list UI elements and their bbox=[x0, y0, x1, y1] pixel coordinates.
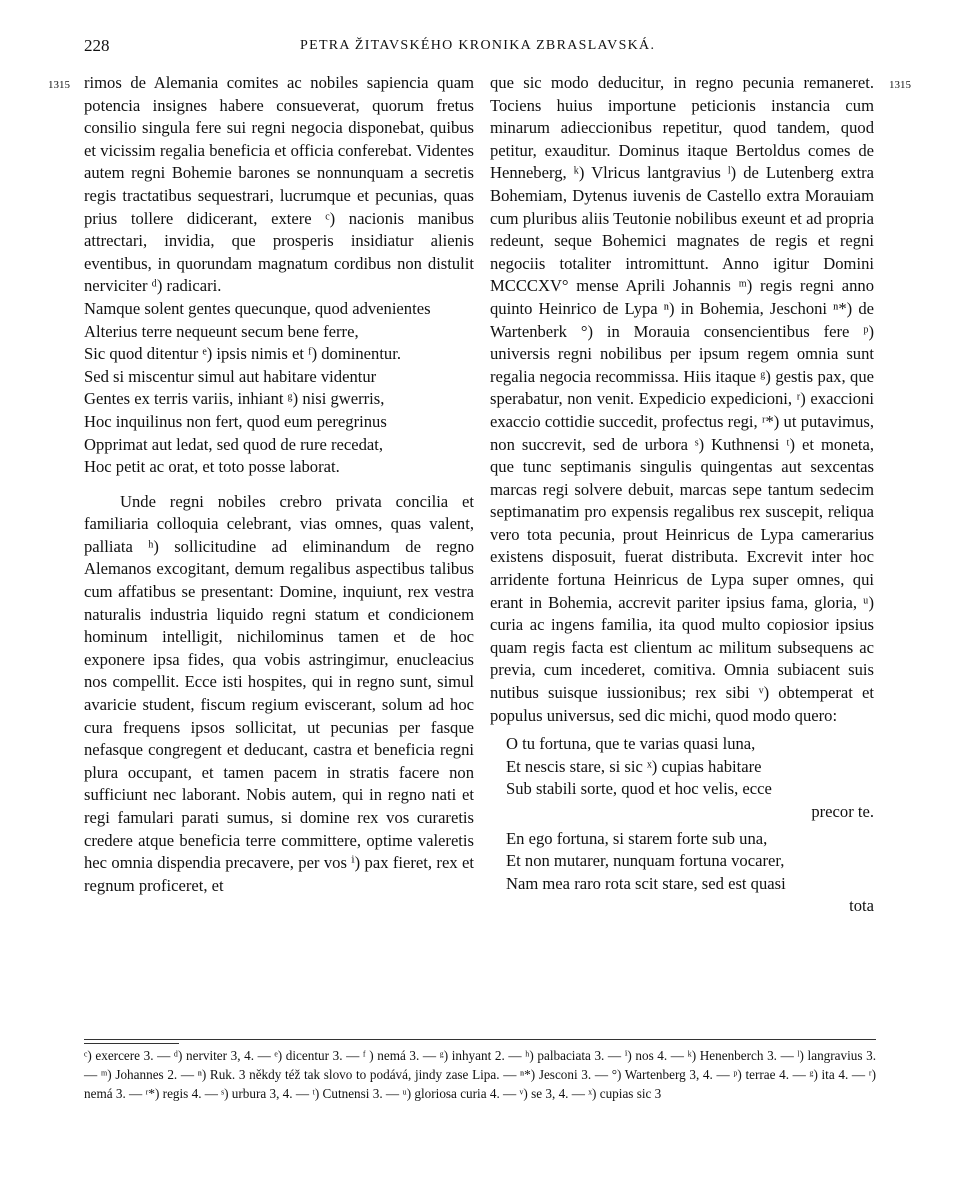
paragraph: rimos de Alemania comites ac nobiles sapiencia quam potencia insignes habere consueverat, quorum fretus consilio singula fere sui regni negocia disponebat, quibus et vicissim regalia beneficia et officia conferebat. Videntes autem regni Bohemie barones se nonnunquam a secretis regis tractatibus sequestrari, lucrumque et pecunias, quas prius tollere didicerant, extere ᶜ) nacionis manibus attrectari, invidia, que prosperis insidiatur alienis eventibus, in quorundam magnatum cordibus non distulit nerviciter ᵈ) radicari. bbox=[84, 73, 474, 296]
paragraph: Unde regni nobiles crebro privata concilia et familiaria colloquia celebrant, vias omnes, quas valent, palliata ʰ) sollicitudine ad eliminandum de regno Alemanos excogitant, demum regalibus aspectibus talibus cum affatibus se presentant: Domine, inquiunt, rex vestra naturalis industria liquido regni statum et condicionem hominum intelligit, nichilominus tamen et de hoc exponere ipsa fides, qua vobis astringimur, enucleacius nos compellit. Ecce isti hospites, qui in regno sunt, simul avaricie student, fiscum regium eviscerant, solum ad hoc cura frequens ipsos sollicitat, ut pecunias per fasque nefasque congregent et deducant, castra et beneficia regni plura occupant, et tamen pacem in stratis facere non sufficiunt nec laborant. Nobis autem, qui in regno nati et regi famulari parati sumus, si domine rex vos curaretis credere atque beneficia terre committere, optime valeretis hec omnia dispendia precavere, per vos ⁱ) pax fieret, rex et regnum proficeret, et bbox=[84, 491, 474, 895]
margin-year-left: 1315 bbox=[48, 79, 70, 91]
running-title: PETRA ŽITAVSKÉHO KRONIKA ZBRASLAVSKÁ. bbox=[300, 38, 656, 53]
footnote-short-rule bbox=[84, 1043, 179, 1044]
verse-line: En ego fortuna, si starem forte sub una, bbox=[506, 828, 768, 848]
left-column bbox=[84, 72, 474, 897]
margin-year-right: 1315 bbox=[889, 79, 911, 91]
right-column bbox=[490, 72, 874, 918]
verse-line: Alterius terre nequeunt secum bene ferre, bbox=[84, 321, 359, 341]
page-header bbox=[0, 30, 960, 60]
verse-line: Sic quod ditentur ᵉ) ipsis nimis et ᶠ) dominentur. bbox=[84, 344, 401, 364]
verse-line: Hoc petit ac orat, et toto posse laborat. bbox=[84, 457, 340, 477]
page-number: 228 bbox=[84, 36, 110, 55]
paragraph: que sic modo deducitur, in regno pecunia remaneret. Tociens huius importune peticionis instancia cum minarum adieccionibus repetitur, quod tandem, quod petitur, exauditur. Dominus itaque Bertoldus comes de Henneberg, ᵏ) Vlricus lantgravius ˡ) de Lutenberg extra Bohemiam, Dytenus iuvenis de Castello extra Morauiam cum pluribus aliis Teutonie nobilibus exeunt et ad propria redeunt, seque Bohemici magnates de regis et regni negociis totaliter intromittunt. Anno igitur Domini MCCCXV° mense Aprili Johannis ᵐ) regis regni anno quinto Heinrico de Lypa ⁿ) in Bohemia, Jeschoni ⁿ*) de Wartenberk °) in Morauia consencientibus fere ᵖ) universis regni nobilibus per ipsum regem omnia sunt regalia negocia recommissa. Hiis itaque ᵍ) gestis pax, que sperabatur, non venit. Expedicio expedicioni, ʳ) exaccioni exaccio cottidie succedit, profectus regi, ʳ*) ut putavimus, non succrevit, sed de urbora ˢ) Kuthnensi ᵗ) et moneta, que tunc septimanis singulis quingentas aut sexcentas marcas regi solvere debuit, marcas sepe tantum sedecim septimanatim pro expensis regalibus rex suscepit, reliqua vero tota pecunia, prout Heinricus de Lypa camerarius existens disposuit, fuerat distributa. Excrevit inter hoc arridente fortuna Heinricus de Lypa super omnes, qui erant in Bohemia, accrevit pariter ipsius fama, gloria, ᵘ) curia ac ingens familia, ita quod multo copiosior ipsius quam regis facta est clientum ac militum subsequens ac previa, cum incederet, comitiva. Omnia subiacent suis nutibus suisque iussionibus; rex sibi ᵛ) obtemperat et populus universus, sed dic michi, quod modo quero: bbox=[490, 73, 874, 725]
verse-line: Et nescis stare, si sic ˣ) cupias habitare bbox=[506, 756, 762, 776]
verse-line: Gentes ex terris variis, inhiant ᵍ) nisi gwerris, bbox=[84, 389, 385, 409]
verse-line: Namque solent gentes quecunque, quod advenientes bbox=[84, 298, 431, 318]
verse-line: Nam mea raro rota scit stare, sed est quasi bbox=[506, 873, 786, 893]
verse-line: Et non mutarer, nunquam fortuna vocarer, bbox=[506, 851, 785, 871]
verse-line-continuation: precor te. bbox=[811, 802, 874, 821]
verse-line: Hoc inquilinus non fert, quod eum peregrinus bbox=[84, 411, 387, 431]
verse-line: Sed si miscentur simul aut habitare videntur bbox=[84, 366, 377, 386]
verse-block bbox=[490, 733, 874, 823]
verse-block bbox=[490, 828, 874, 918]
verse-line: Sub stabili sorte, quod et hoc velis, ecce bbox=[506, 779, 772, 799]
verse-line-continuation: tota bbox=[849, 896, 874, 916]
verse-line: O tu fortuna, que te varias quasi luna, bbox=[506, 734, 756, 754]
verse-line: Opprimat aut ledat, sed quod de rure recedat, bbox=[84, 434, 384, 454]
verse-block bbox=[84, 298, 474, 479]
footnote-divider bbox=[84, 1039, 876, 1040]
footnotes: ᶜ) exercere 3. — ᵈ) nerviter 3, 4. — ᵉ) dicentur 3. — ᶠ ) nemá 3. — ᵍ) inhyant 2. — ʰ) palbaciata 3. — ⁱ) nos 4. — ᵏ) Henenberch 3. — ˡ) langravius 3. — ᵐ) Johannes 2. — ⁿ) Ruk. 3 někdy též tak slovo to podává, jindy zase Lipa. — ⁿ*) Jesconi 3. — °) Wartenberg 3, 4. — ᵖ) terrae 4. — ᵍ) ita 4. — ʳ) nemá 3. — ʳ*) regis 4. — ˢ) urbura 3, 4. — ᵗ) Cutnensi 3. — ᵘ) gloriosa curia 4. — ᵛ) se 3, 4. — ˣ) cupias sic 3 bbox=[84, 1048, 876, 1101]
